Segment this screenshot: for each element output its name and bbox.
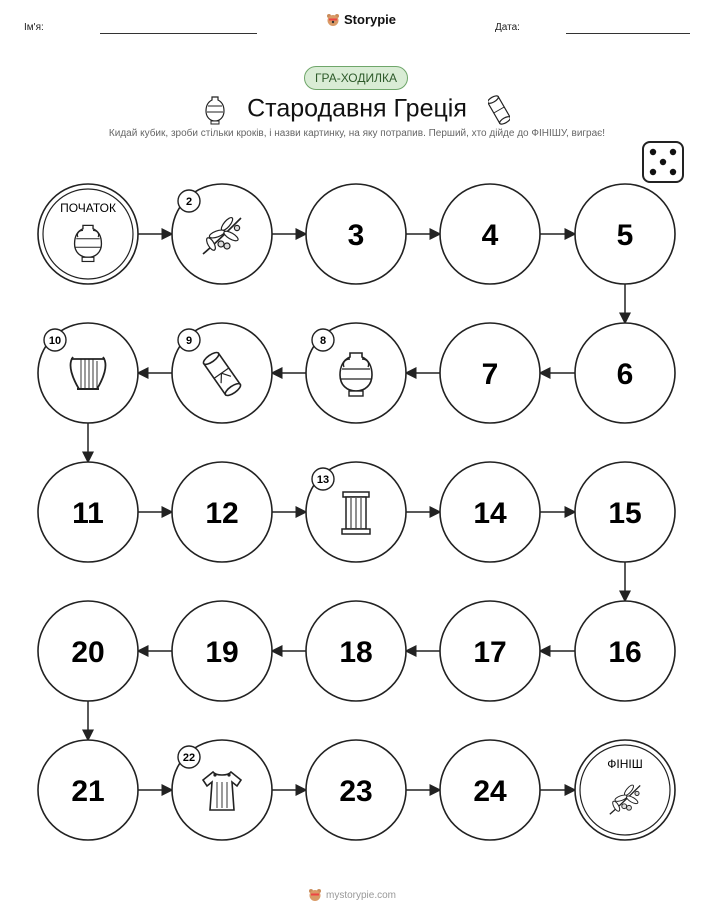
board-cell-16[interactable] [575,601,675,701]
finish-label: ФІНІШ [607,757,643,771]
dice-icon [643,142,683,182]
board-cell-4[interactable] [440,184,540,284]
board-cell-24[interactable] [440,740,540,840]
cell-number: 5 [616,219,634,252]
cell-number: 9 [185,335,193,347]
board-cell-11[interactable] [38,462,138,562]
cell-number: 14 [473,497,507,530]
board-cell-14[interactable] [440,462,540,562]
board-cells [38,184,675,840]
board-cell-6[interactable] [575,323,675,423]
board-cell-20[interactable] [38,601,138,701]
cell-number: 8 [319,335,327,347]
cell-number: 11 [72,497,104,530]
cell-number: 22 [182,752,196,764]
board-cell-3[interactable] [306,184,406,284]
start-cell[interactable] [38,184,138,284]
cell-number: 18 [339,636,373,669]
cell-number: 23 [339,775,373,808]
board-cell-7[interactable] [440,323,540,423]
cell-number: 10 [48,335,62,347]
footer-url[interactable]: mystorypie.com [326,889,397,901]
board-cell-8[interactable] [306,323,406,423]
cell-number: 2 [185,196,193,208]
board-cell-9[interactable] [172,323,272,423]
board-cell-10[interactable] [38,323,138,423]
board-cell-17[interactable] [440,601,540,701]
game-type-badge: ГРА-ХОДИЛКА [304,66,408,90]
name-label: Ім'я: [24,22,44,33]
board-cell-2[interactable] [172,184,272,284]
board-cell-18[interactable] [306,601,406,701]
cell-number: 19 [205,636,239,669]
board-cell-19[interactable] [172,601,272,701]
cell-number: 17 [473,636,507,669]
cell-number: 24 [473,775,507,808]
cell-number: 4 [481,219,499,252]
board-cell-22[interactable] [172,740,272,840]
cell-number: 16 [608,636,642,669]
finish-cell[interactable] [575,740,675,840]
board-cell-15[interactable] [575,462,675,562]
cell-number: 21 [71,775,105,808]
date-label: Дата: [495,22,520,33]
footer [308,888,396,902]
cell-number: 3 [347,219,365,252]
board-cell-13[interactable] [306,462,406,562]
cell-number: 13 [316,474,330,486]
cell-number: 15 [608,497,642,530]
instructions: Кидай кубик, зроби стільки кроків, і назви картинку, на яку потрапив. Перший, хто дійде до ФІНІШУ, виграє! [108,128,606,139]
board-cell-23[interactable] [306,740,406,840]
board-cell-5[interactable] [575,184,675,284]
board-cell-12[interactable] [172,462,272,562]
cell-number: 20 [71,636,105,669]
brand-name: Storypie [344,12,397,27]
title-text: Стародавня Греція [247,94,467,123]
cell-number: 12 [205,497,239,530]
bear-logo-icon [308,888,322,902]
board-cell-21[interactable] [38,740,138,840]
column-icon [342,492,370,534]
cell-number: 7 [481,358,499,391]
start-label: ПОЧАТОК [60,201,116,215]
cell-number: 6 [616,358,634,391]
